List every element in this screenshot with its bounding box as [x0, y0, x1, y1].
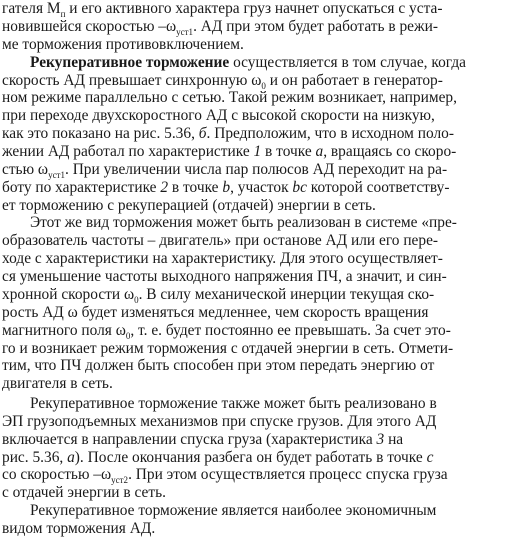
text-line: новившейся скоростью $-\omega_{уст1}$. АД при этом будет работать в режи-: [2, 17, 438, 37]
text-line: с отдачей энергии в сеть.: [2, 484, 166, 502]
text-line: ет торможению с рекуперацией (отдачей) энергии в сеть.: [2, 196, 376, 214]
text-line: рость АД ω будет изменяться медленнее, чем скорость вращения: [2, 303, 429, 321]
text-line: гателя $М_п$ и его активного характера груз начнет опускаться с уста-: [2, 0, 443, 19]
text-line: тим, что ПЧ должен быть способен при этом передать энергию от: [2, 357, 435, 375]
text-line: ходе с характеристики на характеристику. Для этого осуществляет-: [2, 250, 443, 268]
text-line: рис. 5.36, а). После окончания разбега он будет работать в точке с: [2, 448, 434, 466]
text-line: хронной скорости $\omega_0$. В силу механической инерции текущая ско-: [2, 285, 435, 305]
text-line: ме торможения противовключением.: [2, 35, 244, 53]
text-line: боту по характеристике 2 в точке b, участок bc которой соответству-: [2, 178, 450, 196]
paragraph-first-line: Этот же вид торможения может быть реализован в системе «пре-: [30, 214, 457, 232]
text-line: видом торможения АД.: [2, 520, 156, 537]
text-line: го и возникает режим торможения с отдачей энергии в сеть. Отмети-: [2, 339, 454, 357]
text-line: ном режиме параллельно с сетью. Такой режим возникает, например,: [2, 89, 457, 107]
text-line: скорость АД превышает синхронную $\omega_0$ и он работает в генератор-: [2, 71, 443, 91]
text-line: при переходе двухскоростного АД с высокой скорости на низкую,: [2, 107, 435, 125]
paragraph-first-line: Рекуперативное торможение является наиболее экономичным: [30, 502, 437, 520]
text-line: со скоростью $-\omega_{уст2}$. При этом осуществляется процесс спуска груза: [2, 466, 448, 486]
text-line: ЭП грузоподъемных механизмов при спуске грузов. Для этого АД: [2, 412, 437, 430]
text-line: образователь частоты – двигатель» при останове АД или его пере-: [2, 232, 439, 250]
term-bold: Рекуперативное торможение: [30, 53, 230, 71]
text-line: включается в направлении спуска груза (характеристика 3 на: [2, 430, 404, 448]
text-line: ся уменьшение частоты выходного напряжения ПЧ, а значит, и син-: [2, 268, 447, 285]
text-line: как это показано на рис. 5.36, б. Предположим, что в исходном поло-: [2, 125, 454, 143]
text-line: стью $\omega_{уст1}$. При увеличении числа пар полюсов АД переходит на ра-: [2, 160, 448, 180]
paragraph-first-line: Рекуперативное торможение осуществляется в том случае, когда: [30, 53, 466, 71]
text-line: жении АД работал по характеристике 1 в точке а, вращаясь со скоро-: [2, 142, 457, 160]
text-line: магнитного поля $\omega_0$, т. е. будет постоянно ее превышать. За счет это-: [2, 321, 451, 341]
text-line: двигателя в сеть.: [2, 375, 113, 393]
paragraph-first-line: Рекуперативное торможение также может быть реализовано в: [30, 394, 437, 412]
